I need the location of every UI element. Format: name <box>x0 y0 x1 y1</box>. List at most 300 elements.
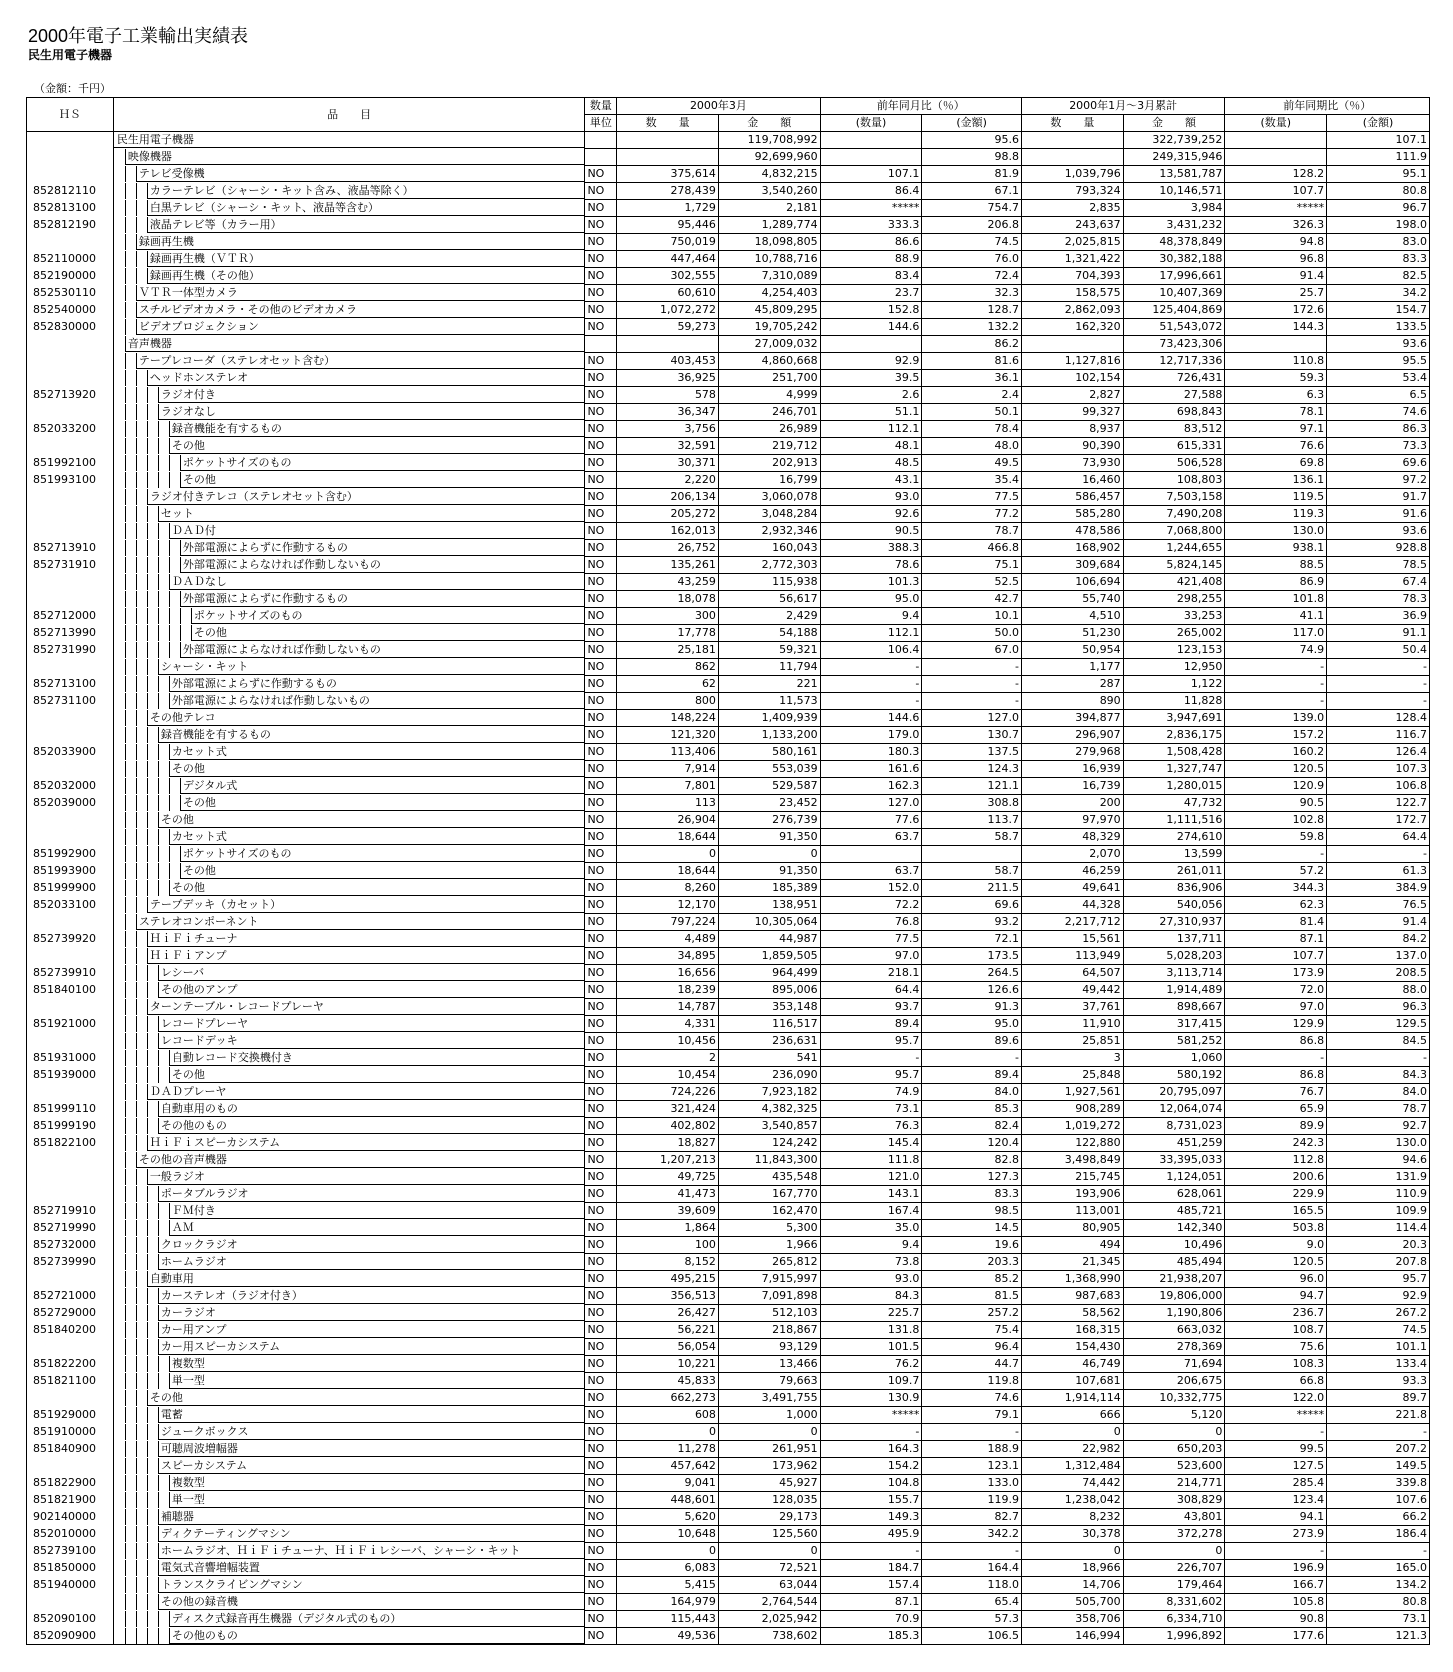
cum-qty-cell: 30,378 <box>1021 1526 1123 1543</box>
indent-line <box>158 523 159 539</box>
export-table <box>26 97 1430 1645</box>
hs-code-cell <box>27 591 114 608</box>
cum-amount-pct-cell: 50.4 <box>1327 642 1430 659</box>
cum-amount-pct-cell: 154.7 <box>1327 302 1430 319</box>
cum-amount-pct-cell: 107.6 <box>1327 1492 1430 1509</box>
item-name: デジタル式 <box>180 778 585 794</box>
indent-line <box>125 353 126 369</box>
item-name: ホームラジオ、ＨｉＦｉチューナ、ＨｉＦｉレシーバ、シャーシ・キット <box>158 1543 585 1559</box>
qty-pct-cell: 95.7 <box>820 1033 922 1050</box>
amount-cell: 512,103 <box>718 1305 820 1322</box>
unit-cell <box>585 336 617 353</box>
item-cell <box>113 1305 585 1322</box>
cum-amount-pct-cell: 91.7 <box>1327 489 1430 506</box>
unit-cell: NO <box>585 1237 617 1254</box>
qty-pct-cell: 130.9 <box>820 1390 922 1407</box>
table-row <box>27 897 1430 914</box>
cum-amount-cell: 8,731,023 <box>1123 1118 1225 1135</box>
unit-cell: NO <box>585 1458 617 1475</box>
cum-qty-cell: 49,641 <box>1021 880 1123 897</box>
unit-cell: NO <box>585 1543 617 1560</box>
indent-line <box>136 472 137 488</box>
indent-line <box>125 608 126 624</box>
item-cell <box>113 302 585 319</box>
hs-code-cell: 852739100 <box>27 1543 114 1560</box>
indent-line <box>147 540 148 556</box>
cum-qty-cell: 215,745 <box>1021 1169 1123 1186</box>
cum-amount-cell: 485,494 <box>1123 1254 1225 1271</box>
hs-code-cell: 852010000 <box>27 1526 114 1543</box>
qty-cell: 447,464 <box>617 251 719 268</box>
table-row <box>27 1543 1430 1560</box>
cum-qty-pct-cell: 94.8 <box>1225 234 1327 251</box>
hs-code-cell: 852713920 <box>27 387 114 404</box>
item-name: カーラジオ <box>158 1305 585 1321</box>
unit-cell: NO <box>585 421 617 438</box>
cum-qty-pct-cell: 128.2 <box>1225 166 1327 183</box>
cum-amount-cell: 11,828 <box>1123 693 1225 710</box>
cum-amount-pct-cell: 78.7 <box>1327 1101 1430 1118</box>
unit-cell: NO <box>585 1509 617 1526</box>
amount-cell: 2,181 <box>718 200 820 217</box>
amount-pct-cell: 77.5 <box>922 489 1022 506</box>
indent-line <box>136 1203 137 1219</box>
hs-code-cell: 852712000 <box>27 608 114 625</box>
group-month-header: 2000年3月 <box>617 98 820 115</box>
item-name: 民生用電子機器 <box>114 132 585 148</box>
cum-qty-cell: 44,328 <box>1021 897 1123 914</box>
amount-pct-cell: 72.4 <box>922 268 1022 285</box>
cum-qty-pct-cell: 105.8 <box>1225 1594 1327 1611</box>
unit-cell: NO <box>585 880 617 897</box>
cum-amount-cell: 30,382,188 <box>1123 251 1225 268</box>
cum-amount-cell: 615,331 <box>1123 438 1225 455</box>
cum-qty-pct-cell <box>1225 336 1327 353</box>
item-cell <box>113 1101 585 1118</box>
cum-qty-pct-cell: 117.0 <box>1225 625 1327 642</box>
indent-line <box>125 693 126 709</box>
qty-pct-cell: 76.3 <box>820 1118 922 1135</box>
item-cell <box>113 149 585 166</box>
qty-cell: 18,078 <box>617 591 719 608</box>
qty-pct-cell: 152.8 <box>820 302 922 319</box>
table-row <box>27 965 1430 982</box>
amount-cell: 3,048,284 <box>718 506 820 523</box>
cum-amount-pct-cell: 109.9 <box>1327 1203 1430 1220</box>
indent-line <box>136 761 137 777</box>
indent-line <box>136 812 137 828</box>
indent-line <box>125 268 126 284</box>
cum-amount-cell: 1,124,051 <box>1123 1169 1225 1186</box>
indent-line <box>147 1611 148 1627</box>
unit-cell: NO <box>585 897 617 914</box>
qty-pct-cell: 164.3 <box>820 1441 922 1458</box>
amount-cell: 3,540,857 <box>718 1118 820 1135</box>
hs-code-cell <box>27 1458 114 1475</box>
item-cell <box>113 319 585 336</box>
hs-code-cell <box>27 914 114 931</box>
amount-pct-cell: 173.5 <box>922 948 1022 965</box>
item-name: 自動レコード交換機付き <box>169 1050 585 1066</box>
qty-cell: 724,226 <box>617 1084 719 1101</box>
amount-pct-cell: 57.3 <box>922 1611 1022 1628</box>
indent-line <box>147 591 148 607</box>
indent-line <box>147 778 148 794</box>
amount-cell: 91,350 <box>718 829 820 846</box>
item-name: 一般ラジオ <box>147 1169 585 1185</box>
unit-cell: NO <box>585 846 617 863</box>
amount-pct-cell: 89.6 <box>922 1033 1022 1050</box>
unit-cell: NO <box>585 1356 617 1373</box>
amount-cell: 56,617 <box>718 591 820 608</box>
table-row <box>27 183 1430 200</box>
table-row <box>27 710 1430 727</box>
qty-cell: 7,914 <box>617 761 719 778</box>
cum-amount-cell: 43,801 <box>1123 1509 1225 1526</box>
item-cell <box>113 200 585 217</box>
table-row <box>27 1101 1430 1118</box>
cum-qty-cell: 50,954 <box>1021 642 1123 659</box>
cum-qty-cell: 168,315 <box>1021 1322 1123 1339</box>
cum-qty-cell: 55,740 <box>1021 591 1123 608</box>
cum-amount-cell: 322,739,252 <box>1123 132 1225 149</box>
item-name: 外部電源によらなければ作動しないもの <box>180 642 585 658</box>
qty-pct-cell: 73.8 <box>820 1254 922 1271</box>
indent-line <box>136 574 137 590</box>
amount-cell: 3,060,078 <box>718 489 820 506</box>
indent-line <box>125 880 126 896</box>
indent-line <box>158 421 159 437</box>
indent-line <box>147 1101 148 1117</box>
qty-pct-cell: 149.3 <box>820 1509 922 1526</box>
item-name: クロックラジオ <box>158 1237 585 1253</box>
item-cell <box>113 659 585 676</box>
cum-qty-pct-cell: 344.3 <box>1225 880 1327 897</box>
qty-cell: 10,221 <box>617 1356 719 1373</box>
cum-amount-cell: 372,278 <box>1123 1526 1225 1543</box>
cum-amount-pct-cell: - <box>1327 846 1430 863</box>
qty-pct-cell: 145.4 <box>820 1135 922 1152</box>
amount-cell: 167,770 <box>718 1186 820 1203</box>
indent-line <box>125 540 126 556</box>
hs-code-cell: 852719990 <box>27 1220 114 1237</box>
amount-pct-cell: 93.2 <box>922 914 1022 931</box>
indent-line <box>125 1067 126 1083</box>
cum-amount-cell: 48,378,849 <box>1123 234 1225 251</box>
amount-pct-cell: 342.2 <box>922 1526 1022 1543</box>
indent-line <box>136 1526 137 1542</box>
item-cell <box>113 727 585 744</box>
qty-pct-cell: 143.1 <box>820 1186 922 1203</box>
unit-cell: NO <box>585 540 617 557</box>
indent-line <box>125 1458 126 1474</box>
cum-qty-cell: 494 <box>1021 1237 1123 1254</box>
hs-code-cell: 852812190 <box>27 217 114 234</box>
qty-pct-cell: 23.7 <box>820 285 922 302</box>
indent-line <box>158 846 159 862</box>
unit-cell: NO <box>585 1577 617 1594</box>
cum-amount-pct-cell: 53.4 <box>1327 370 1430 387</box>
cum-amount-pct-cell: 186.4 <box>1327 1526 1430 1543</box>
cum-qty-cell: 666 <box>1021 1407 1123 1424</box>
table-row <box>27 268 1430 285</box>
item-name: ＨｉＦｉスピーカシステム <box>147 1135 585 1151</box>
indent-line <box>136 625 137 641</box>
cum-qty-pct-cell: 938.1 <box>1225 540 1327 557</box>
qty-pct-cell: 39.5 <box>820 370 922 387</box>
indent-line <box>147 1288 148 1304</box>
amount-cell: 11,794 <box>718 659 820 676</box>
qty-cell: 49,725 <box>617 1169 719 1186</box>
cum-amount-pct-cell: 92.7 <box>1327 1118 1430 1135</box>
qty-pct-cell: 107.1 <box>820 166 922 183</box>
item-name: レコードプレーヤ <box>158 1016 585 1032</box>
indent-line <box>125 217 126 233</box>
amount-pct-cell: 50.0 <box>922 625 1022 642</box>
table-row <box>27 132 1430 149</box>
indent-line <box>158 574 159 590</box>
indent-line <box>136 489 137 505</box>
indent-line <box>136 1611 137 1627</box>
item-cell <box>113 1322 585 1339</box>
cum-amount-cell: 33,253 <box>1123 608 1225 625</box>
item-name: 液晶テレビ等（カラー用） <box>147 217 585 233</box>
hs-code-cell: 851921000 <box>27 1016 114 1033</box>
qty-pct-cell: 495.9 <box>820 1526 922 1543</box>
cum-qty-pct-cell: 41.1 <box>1225 608 1327 625</box>
table-row <box>27 1084 1430 1101</box>
table-row <box>27 574 1430 591</box>
cum-qty-pct-cell: 120.5 <box>1225 761 1327 778</box>
table-row <box>27 1220 1430 1237</box>
cum-amount-cell: 261,011 <box>1123 863 1225 880</box>
indent-line <box>125 948 126 964</box>
cum-qty-cell: 200 <box>1021 795 1123 812</box>
unit-cell: NO <box>585 319 617 336</box>
indent-line <box>158 829 159 845</box>
indent-line <box>136 948 137 964</box>
item-cell <box>113 795 585 812</box>
indent-line <box>125 1152 126 1168</box>
item-cell <box>113 1220 585 1237</box>
cum-qty-cell: 0 <box>1021 1424 1123 1441</box>
unit-cell: NO <box>585 1373 617 1390</box>
item-cell <box>113 1594 585 1611</box>
item-cell <box>113 132 585 149</box>
indent-line <box>136 1492 137 1508</box>
indent-line <box>125 200 126 216</box>
cum-qty-pct-cell: 59.8 <box>1225 829 1327 846</box>
table-row <box>27 982 1430 999</box>
amount-pct-cell: - <box>922 1424 1022 1441</box>
indent-line <box>147 608 148 624</box>
indent-line <box>158 455 159 471</box>
qty-pct-cell: 87.1 <box>820 1594 922 1611</box>
item-name: 電気式音響増幅装置 <box>158 1560 585 1576</box>
indent-line <box>136 795 137 811</box>
qty-cell: 39,609 <box>617 1203 719 1220</box>
hs-code-cell <box>27 1339 114 1356</box>
amount-pct-cell: 85.3 <box>922 1101 1022 1118</box>
table-row <box>27 1475 1430 1492</box>
qty-pct-cell <box>820 846 922 863</box>
indent-line <box>125 421 126 437</box>
table-row <box>27 557 1430 574</box>
qty-cell: 1,864 <box>617 1220 719 1237</box>
indent-line <box>136 183 137 199</box>
hs-code-cell <box>27 404 114 421</box>
indent-line <box>147 1594 148 1610</box>
cum-qty-cell: 51,230 <box>1021 625 1123 642</box>
cum-qty-cell: 102,154 <box>1021 370 1123 387</box>
indent-line <box>147 1441 148 1457</box>
amount-cell: 160,043 <box>718 540 820 557</box>
cum-amount-cell: 898,667 <box>1123 999 1225 1016</box>
qty-cell: 6,083 <box>617 1560 719 1577</box>
indent-line <box>136 200 137 216</box>
cum-qty-pct-cell: 76.6 <box>1225 438 1327 455</box>
item-name: 複数型 <box>169 1356 585 1372</box>
table-row <box>27 1390 1430 1407</box>
cum-qty-cell: 73,930 <box>1021 455 1123 472</box>
unit-cell: NO <box>585 1322 617 1339</box>
hs-code-cell: 851821100 <box>27 1373 114 1390</box>
unit-cell: NO <box>585 200 617 217</box>
indent-line <box>147 1339 148 1355</box>
item-cell <box>113 574 585 591</box>
item-cell <box>113 370 585 387</box>
item-name: ＡＭ <box>169 1220 585 1236</box>
item-name: ターンテーブル・レコードプレーヤ <box>147 999 585 1015</box>
amount-cell: 1,289,774 <box>718 217 820 234</box>
cum-amount-pct-cell: 131.9 <box>1327 1169 1430 1186</box>
cum-qty-cell: 25,851 <box>1021 1033 1123 1050</box>
indent-line <box>136 1543 137 1559</box>
amount-pct-cell: 95.0 <box>922 1016 1022 1033</box>
amount-cell: 895,006 <box>718 982 820 999</box>
indent-line <box>125 1186 126 1202</box>
cum-amount-cell: 650,203 <box>1123 1441 1225 1458</box>
amount-pct-cell: 69.6 <box>922 897 1022 914</box>
cum-amount-cell: 83,512 <box>1123 421 1225 438</box>
qty-pct-cell: 112.1 <box>820 625 922 642</box>
qty-pct-cell: 51.1 <box>820 404 922 421</box>
cum-amount-cell: 1,508,428 <box>1123 744 1225 761</box>
cum-qty-cell: 908,289 <box>1021 1101 1123 1118</box>
indent-line <box>125 625 126 641</box>
group-month-pct-header: 前年同月比（％） <box>820 98 1021 115</box>
unit-cell: NO <box>585 523 617 540</box>
amount-cell: 221 <box>718 676 820 693</box>
qty-pct-cell: 184.7 <box>820 1560 922 1577</box>
qty-pct-cell: 97.0 <box>820 948 922 965</box>
qty-cell: 4,331 <box>617 1016 719 1033</box>
cum-amount-cell: 1,111,516 <box>1123 812 1225 829</box>
cum-amount-cell: 1,244,655 <box>1123 540 1225 557</box>
item-cell <box>113 234 585 251</box>
indent-line <box>125 1271 126 1287</box>
cum-amount-cell: 214,771 <box>1123 1475 1225 1492</box>
table-row <box>27 1441 1430 1458</box>
indent-line <box>136 523 137 539</box>
hs-code-cell: 852033200 <box>27 421 114 438</box>
qty-cell: 750,019 <box>617 234 719 251</box>
item-name: レシーバ <box>158 965 585 981</box>
indent-line <box>136 421 137 437</box>
qty-pct-cell: 35.0 <box>820 1220 922 1237</box>
qty-cell: 11,278 <box>617 1441 719 1458</box>
indent-line <box>125 1203 126 1219</box>
hs-code-cell <box>27 829 114 846</box>
table-row <box>27 1050 1430 1067</box>
indent-line <box>136 1084 137 1100</box>
item-cell <box>113 523 585 540</box>
qty-cell: 448,601 <box>617 1492 719 1509</box>
cum-amount-pct-cell: 67.4 <box>1327 574 1430 591</box>
cum-qty-pct-cell: 173.9 <box>1225 965 1327 982</box>
item-cell <box>113 1611 585 1628</box>
item-cell <box>113 1271 585 1288</box>
indent-line <box>125 438 126 454</box>
indent-line <box>125 285 126 301</box>
amount-cell: 7,923,182 <box>718 1084 820 1101</box>
qty-pct-cell: 48.1 <box>820 438 922 455</box>
indent-line <box>169 778 170 794</box>
cum-qty-pct-cell: 200.6 <box>1225 1169 1327 1186</box>
indent-line <box>125 999 126 1015</box>
qty-pct-cell: 162.3 <box>820 778 922 795</box>
cum-qty-cell <box>1021 336 1123 353</box>
cum-amount-pct-cell: - <box>1327 693 1430 710</box>
item-cell <box>113 880 585 897</box>
cum-amount-cell: 27,588 <box>1123 387 1225 404</box>
amount-cell: 63,044 <box>718 1577 820 1594</box>
item-name: 自動車用 <box>147 1271 585 1287</box>
cum-amount-cell: 6,334,710 <box>1123 1611 1225 1628</box>
indent-line <box>136 676 137 692</box>
indent-line <box>125 1118 126 1134</box>
cum-qty-cell: 46,749 <box>1021 1356 1123 1373</box>
cum-amount-pct-cell: 73.3 <box>1327 438 1430 455</box>
amount-cell: 54,188 <box>718 625 820 642</box>
indent-line <box>147 676 148 692</box>
indent-line <box>125 302 126 318</box>
item-name: その他 <box>180 472 585 488</box>
indent-line <box>125 1441 126 1457</box>
indent-line <box>136 1288 137 1304</box>
qty-pct-cell: 106.4 <box>820 642 922 659</box>
cum-amount-cell: 0 <box>1123 1424 1225 1441</box>
indent-line <box>158 1373 159 1389</box>
qty-pct-cell: 131.8 <box>820 1322 922 1339</box>
item-name: ステレオコンポーネント <box>136 914 585 930</box>
table-row <box>27 1339 1430 1356</box>
cum-amount-cell: 451,259 <box>1123 1135 1225 1152</box>
cum-qty-pct-cell: 136.1 <box>1225 472 1327 489</box>
indent-line <box>158 676 159 692</box>
cum-qty-cell: 113,001 <box>1021 1203 1123 1220</box>
indent-line <box>125 863 126 879</box>
indent-line <box>147 1186 148 1202</box>
indent-line <box>147 1560 148 1576</box>
amount-cell: 4,999 <box>718 387 820 404</box>
unit-cell: NO <box>585 1067 617 1084</box>
cum-qty-pct-cell: 120.5 <box>1225 1254 1327 1271</box>
amount-cell: 218,867 <box>718 1322 820 1339</box>
table-row <box>27 642 1430 659</box>
cum-qty-cell: 58,562 <box>1021 1305 1123 1322</box>
item-cell <box>113 1424 585 1441</box>
